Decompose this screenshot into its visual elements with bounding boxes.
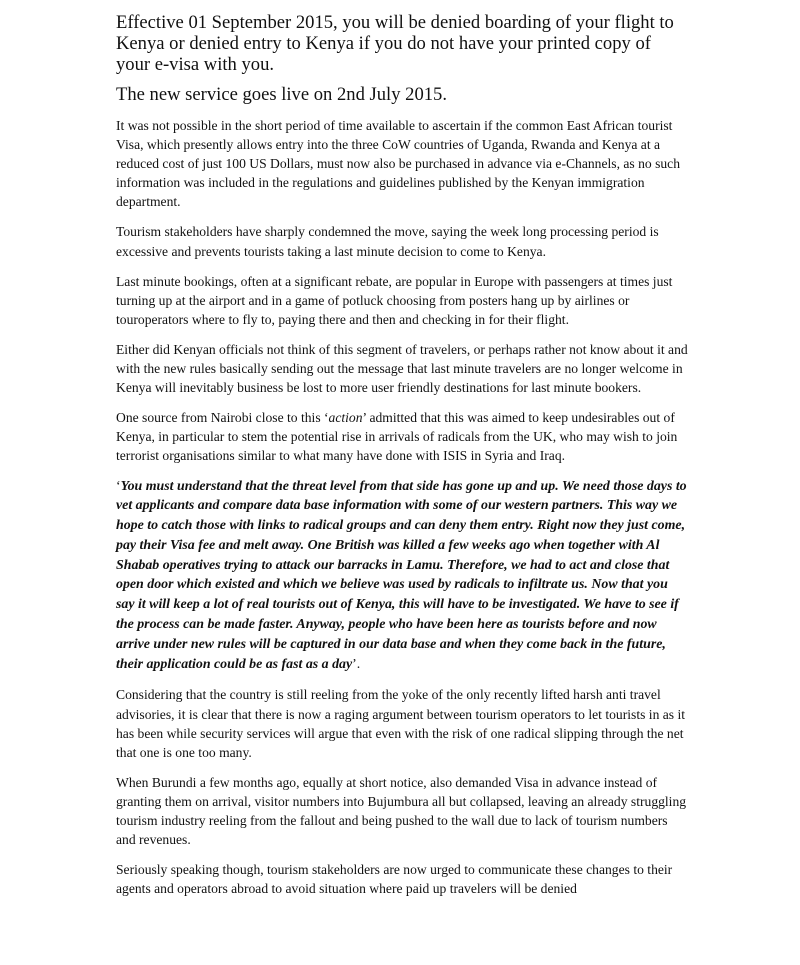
article-headline: Effective 01 September 2015, you will be denied boarding of your flight to Kenya or denied entry to Kenya if you do not have your printed copy of your e-visa with you.	[116, 12, 674, 75]
article-subhead: The new service goes live on 2nd July 2015.	[116, 84, 448, 105]
source-text-after: ’ admitted that this was aimed to keep undesirables out of Kenya, in particular to stem the potential rise in arrivals of radicals from the UK, who may wish to join terrorist organisations similar to what many have done with ISIS in Syria and Iraq.	[116, 410, 678, 464]
official-quote	[116, 477, 688, 675]
article-page	[116, 12, 688, 909]
paragraph-visa-question: It was not possible in the short period of time available to ascertain if the common East African tourist Visa, which presently allows entry into the three CoW countries of Uganda, Rwanda and Kenya at a reduced cost of just 100 US Dollars, must now also be purchased in advance via e-Channels, as no such information was included in the regulations and guidelines published by the Kenyan immigration department.	[116, 118, 681, 210]
paragraph-nairobi-source	[116, 408, 688, 465]
paragraph-last-minute-bookings: Last minute bookings, often at a significant rebate, are popular in Europe with passengers at times just turning up at the airport and in a game of potluck choosing from posters hang up by airlines or touroperators where to fly to, paying there and then and checking in for their flight.	[116, 273, 673, 327]
paragraph-stakeholders-condemn: Tourism stakeholders have sharply condemned the move, saying the week long processing period is excessive and prevents tourists taking a last minute decision to come to Kenya.	[116, 224, 659, 259]
source-text-before: One source from Nairobi close to this ‘	[116, 410, 329, 426]
quote-open-mark: ‘	[116, 478, 121, 494]
paragraph-kenyan-officials: Either did Kenyan officials not think of this segment of travelers, or perhaps rather not know about it and with the new rules basically sending out the message that last minute travelers are no longer welcome in Kenya will inevitably business be lost to more user friendly destinations for last minute bookers.	[116, 341, 688, 396]
paragraph-burundi: When Burundi a few months ago, equally at short notice, also demanded Visa in advance instead of granting them on arrival, visitor numbers into Bujumbura all but collapsed, leaving an already struggling tourism industry reeling from the fallout and being pushed to the wall due to lack of tourism numbers and revenues.	[116, 774, 687, 848]
paragraph-stakeholders-urged: Seriously speaking though, tourism stakeholders are now urged to communicate these changes to their agents and operators abroad to avoid situation where paid up travelers will be denied	[116, 862, 673, 897]
quote-text: You must understand that the threat level from that side has gone up and up. We need those days to vet applicants and compare data base information with some of our western partners. This way we hope to catch those with links to radical groups and can deny them entry. Right now they just come, pay their Visa fee and melt away. One British was killed a few weeks ago when together with Al Shabab operatives trying to attack our barracks in Lamu. Therefore, we had to act and close that open door which existed and which we believe was used by radicals to infiltrate us. Now that you say it will keep a lot of real tourists out of Kenya, this will have to be investigated. We have to see if the process can be made faster. Anyway, people who have been here as tourists before and now arrive under new rules will be captured in our data base and when they come back in the future, their application could be as fast as a day	[116, 478, 687, 672]
quote-close-mark: ’.	[352, 656, 361, 672]
paragraph-travel-advisories: Considering that the country is still reeling from the yoke of the only recently lifted harsh anti travel advisories, it is clear that there is now a raging argument between tourism operators to let tourists in as it has been while security services will argue that even with the risk of one radical slipping through the net that one is one too many.	[116, 687, 686, 760]
action-emphasis: action	[328, 410, 363, 426]
